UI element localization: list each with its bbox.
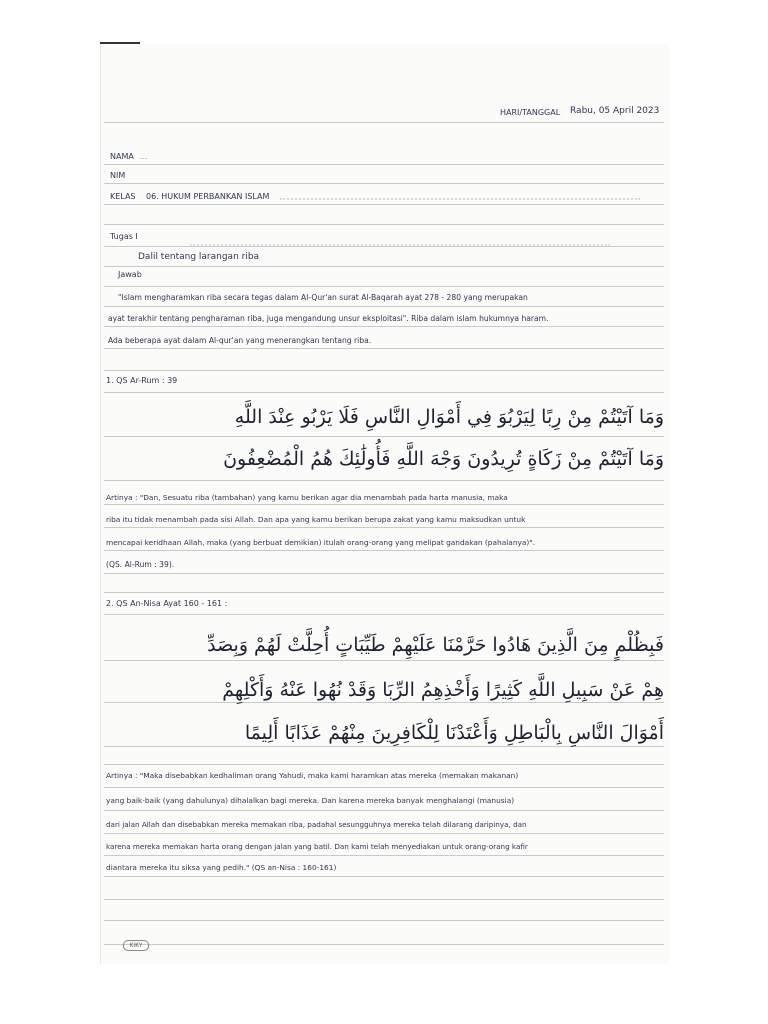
ruled-line — [104, 573, 664, 574]
section1-heading: 1. QS Ar-Rum : 39 — [106, 376, 178, 385]
ruled-line — [104, 504, 664, 505]
show-through-arabic — [190, 232, 610, 246]
ruled-line — [104, 810, 664, 811]
task-question: Dalil tentang larangan riba — [138, 252, 260, 262]
ruled-line — [104, 370, 664, 371]
nama-label: NAMA — [110, 152, 134, 161]
ruled-line — [104, 527, 664, 528]
intro-line: Ada beberapa ayat dalam Al-qur'an yang menerangkan tentang riba. — [108, 336, 372, 345]
section2-translation-line: dari jalan Allah dan disebabkan mereka memakan riba, padahal sesungguhnya mereka telah dilarang daripinya, dan — [106, 820, 527, 829]
date-value: Rabu, 05 April 2023 — [570, 106, 660, 116]
ruled-line — [104, 122, 664, 123]
section1-translation-line: riba itu tidak menambah pada sisi Allah. Dan apa yang kamu berikan berupa zakat yang kamu maksudkan untuk — [106, 515, 526, 524]
section2-translation-line: karena mereka memakan harta orang dengan jalan yang batil. Dan kami telah menyediakan untuk orang-orang kafir — [106, 842, 528, 851]
intro-line: ayat terakhir tentang pengharaman riba, juga mengandung unsur eksploitasi". Riba dalam islam hukumnya haram. — [108, 314, 549, 323]
ruled-line — [104, 833, 664, 834]
section1-arabic-line: وَمَا آتَيْتُمْ مِنْ رِبًا لِيَرْبُوَ فِي أَمْوَالِ النَّاسِ فَلَا يَرْبُو عِنْدَ اللَّهِ — [234, 406, 664, 428]
ruled-line — [104, 348, 664, 349]
ruled-line — [104, 224, 664, 225]
ruled-line — [104, 876, 664, 877]
section2-translation-line: diantara mereka itu siksa yang pedih." (QS an-Nisa : 160-161) — [106, 863, 337, 872]
ruled-line — [104, 164, 664, 165]
ruled-line — [104, 614, 664, 615]
task-title: Tugas I — [110, 232, 138, 241]
section2-translation-line: Artinya : "Maka disebabkan kedhaliman orang Yahudi, maka kami haramkan atas mereka (memakan makanan) — [106, 771, 519, 780]
ruled-line — [104, 899, 664, 900]
answer-label: Jawab — [118, 270, 142, 279]
section1-arabic-line: وَمَا آتَيْتُمْ مِنْ زَكَاةٍ تُرِيدُونَ وَجْهَ اللَّهِ فَأُولَٰئِكَ هُمُ الْمُضْعِفُونَ — [223, 448, 664, 470]
ruled-line — [104, 855, 664, 856]
nama-value: ... — [140, 152, 148, 161]
ruled-line — [104, 436, 664, 437]
ruled-line — [104, 660, 664, 661]
section1-citation: (QS. Al-Rum : 39). — [106, 560, 175, 569]
section2-translation-line: yang baik-baik (yang dahulunya) dihalalkan bagi mereka. Dan karena mereka banyak menghalangi (manusia) — [106, 796, 515, 805]
section2-arabic-line: فَبِظُلْمٍ مِنَ الَّذِينَ هَادُوا حَرَّمْنَا عَلَيْهِمْ طَيِّبَاتٍ أُحِلَّتْ لَهُمْ وَبِصَدِّ — [207, 634, 664, 656]
section1-translation-line: mencapai keridhaan Allah, maka (yang berbuat demikian) itulah orang-orang yang melipat gandakan (pahalanya)". — [106, 538, 536, 547]
show-through-arabic — [280, 184, 640, 200]
ruled-line — [104, 306, 664, 307]
kelas-label: KELAS — [110, 192, 136, 201]
ruled-line — [104, 286, 664, 287]
page-top-mark — [100, 42, 140, 44]
intro-line: "Islam mengharamkan riba secara tegas dalam Al-Qur'an surat Al-Baqarah ayat 278 - 280 yang merupakan — [118, 293, 528, 302]
ruled-line — [104, 246, 664, 247]
section2-arabic-line: أَمْوَالَ النَّاسِ بِالْبَاطِلِ وَأَعْتَدْنَا لِلْكَافِرِينَ مِنْهُمْ عَذَابًا أَلِيمًا — [244, 722, 664, 744]
ruled-line — [104, 204, 664, 205]
ruled-line — [104, 702, 664, 703]
ruled-line — [104, 920, 664, 921]
ruled-line — [104, 944, 664, 945]
ruled-line — [104, 266, 664, 267]
ruled-line — [104, 592, 664, 593]
notebook-brand-tag: KIKY — [123, 940, 149, 951]
ruled-line — [104, 746, 664, 747]
nim-label: NIM — [110, 171, 126, 180]
ruled-line — [104, 764, 664, 765]
ruled-line — [104, 326, 664, 327]
ruled-line — [104, 787, 664, 788]
date-label: HARI/TANGGAL — [500, 108, 561, 117]
section1-translation-line: Artinya : "Dan, Sesuatu riba (tambahan) yang kamu berikan agar dia menambah pada harta manusia, maka — [106, 493, 508, 502]
section2-arabic-line: هِمْ عَنْ سَبِيلِ اللَّهِ كَثِيرًا وَأَخْذِهِمُ الرِّبَا وَقَدْ نُهُوا عَنْهُ وَأَكْلِهِمْ — [222, 679, 664, 701]
ruled-line — [104, 392, 664, 393]
section2-heading: 2. QS An-Nisa Ayat 160 - 161 : — [106, 599, 228, 608]
ruled-line — [104, 480, 664, 481]
ruled-line — [104, 550, 664, 551]
kelas-value: 06. HUKUM PERBANKAN ISLAM — [146, 192, 270, 201]
